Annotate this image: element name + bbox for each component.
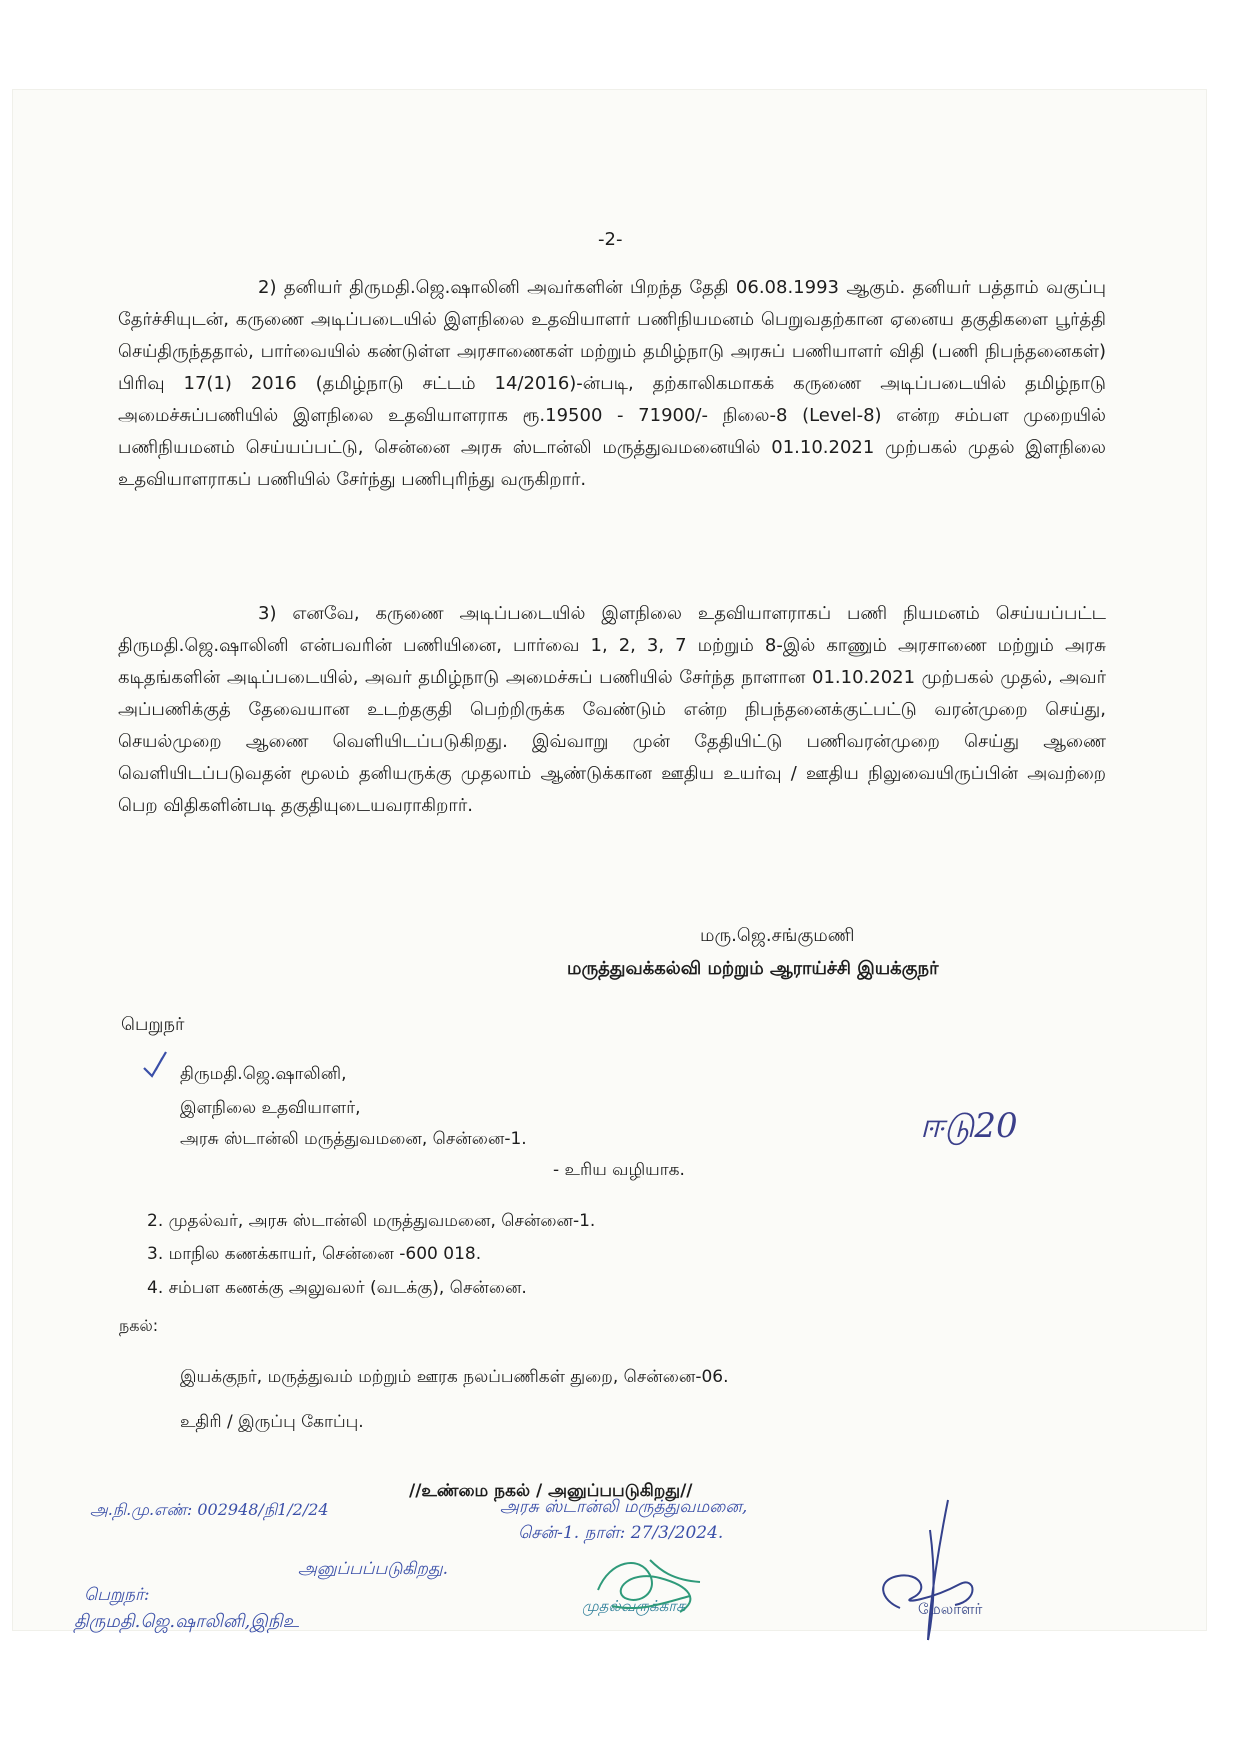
paragraph-2-text: 2) தனியர் திருமதி.ஜெ.ஷாலினி அவர்களின் பிறந்த தேதி 06.08.1993 ஆகும். தனியர் பத்தாம் வகுப்பு தேர்ச்சியுடன், கருணை அடிப்படையில் இளநிலை உதவியாளர் பணிநியமனம் பெறுவதற்கான ஏனைய தகுதிகளை பூர்த்தி செய்திருந்ததால், பார்வையில் கண்டுள்ள அரசாணைகள் மற்றும் தமிழ்நாடு அரசுப் பணியாளர் விதி (பணி நிபந்தனைகள்) பிரிவு 17(1) 2016 (தமிழ்நாடு சட்டம் 14/2016)-ன்படி, தற்காலிகமாகக் கருணை அடிப்படையில் தமிழ்நாடு அமைச்சுப்பணியில் இளநிலை உதவியாளராக ரூ.19500 - 71900/- நிலை-8 (Level-8) என்ற சம்பள முறையில் பணிநியமனம் செய்யப்பட்டு, சென்னை அரசு ஸ்டான்லி மருத்துவமனையில் 01.10.2021 முற்பகல் முதல் இளநிலை உதவியாளராகப் பணியில் சேர்ந்து பணிபுரிந்து வருகிறார்.: [118, 277, 1106, 490]
manager-signature-icon: [883, 1500, 972, 1640]
signatory-designation: மருத்துவக்கல்வி மற்றும் ஆராய்ச்சி இயக்குநர்: [567, 958, 939, 979]
tick-mark-icon: [144, 1052, 166, 1076]
copy-line-1: இயக்குநர், மருத்துவம் மற்றும் ஊரக நலப்பணிகள் துறை, சென்னை-06.: [180, 1367, 729, 1387]
tick-accent-stroke: [156, 1058, 162, 1070]
recipient-label: பெறுநர்: [121, 1014, 185, 1035]
copy-label: நகல்:: [119, 1316, 159, 1335]
page-number: -2-: [598, 229, 623, 250]
copy-line-2: உதிரி / இருப்பு கோப்பு.: [180, 1412, 364, 1432]
green-initial-icon: [598, 1560, 700, 1612]
distribution-item-3: 3. மாநில கணக்காயர், சென்னை -600 018.: [147, 1244, 482, 1264]
handwritten-date: சென்-1. நாள்: 27/3/2024.: [518, 1523, 724, 1543]
recipient-line-3: அரசு ஸ்டான்லி மருத்துவமனை, சென்னை-1.: [180, 1129, 527, 1149]
signatory-name: மரு.ஜெ.சங்குமணி: [700, 925, 855, 946]
handwritten-hospital: அரசு ஸ்டான்லி மருத்துவமனை,: [500, 1497, 748, 1517]
handwritten-ref-number: அ.நி.மு.எண்: 002948/நி1/2/24: [90, 1500, 329, 1519]
recipient-via: - உரிய வழியாக.: [553, 1160, 685, 1180]
handwritten-forwarded: அனுப்பப்படுகிறது.: [298, 1559, 449, 1579]
recipient-line-1: திருமதி.ஜெ.ஷாலினி,: [180, 1064, 347, 1084]
attestation-line: //உண்மை நகல் / அனுப்பபடுகிறது//: [409, 1481, 693, 1501]
recipient-line-2: இளநிலை உதவியாளர்,: [180, 1098, 361, 1118]
paragraph-3-text: 3) எனவே, கருணை அடிப்படையில் இளநிலை உதவியாளராகப் பணி நியமனம் செய்யப்பட்ட திருமதி.ஜெ.ஷாலினி என்பவரின் பணியினை, பார்வை 1, 2, 3, 7 மற்றும் 8-இல் காணும் அரசாணை மற்றும் அரசு கடிதங்களின் அடிப்படையில், அவர் தமிழ்நாடு அமைச்சுப் பணியில் சேர்ந்த நாளான 01.10.2021 முற்பகல் முதல், அவர் அப்பணிக்குத் தேவையான உடற்தகுதி பெற்றிருக்க வேண்டும் என்ற நிபந்தனைக்குட்பட்டு வரன்முறை செய்து, செயல்முறை ஆணை வெளியிடப்படுகிறது. இவ்வாறு முன் தேதியிட்டு பணிவரன்முறை செய்து ஆணை வெளியிடப்படுவதன் மூலம் தனியருக்கு முதலாம் ஆண்டுக்கான ஊதிய உயர்வு / ஊதிய நிலுவையிருப்பின் அவற்றை பெற விதிகளின்படி தகுதியுடையவராகிறார்.: [118, 603, 1106, 816]
distribution-item-2: 2. முதல்வர், அரசு ஸ்டான்லி மருத்துவமனை, சென்னை-1.: [147, 1211, 596, 1231]
handwritten-principal: முதல்வருக்காக: [582, 1597, 686, 1615]
handwritten-to-label: பெறுநர்:: [84, 1585, 150, 1605]
distribution-item-4: 4. சம்பள கணக்கு அலுவலர் (வடக்கு), சென்னை.: [147, 1278, 527, 1298]
handwritten-to-name: திருமதி.ஜெ.ஷாலினி,இநிஉ: [74, 1611, 300, 1632]
stamp-title: மேலாளர்: [918, 1600, 983, 1618]
margin-handwritten-note: ஈடு20: [920, 1106, 1018, 1146]
